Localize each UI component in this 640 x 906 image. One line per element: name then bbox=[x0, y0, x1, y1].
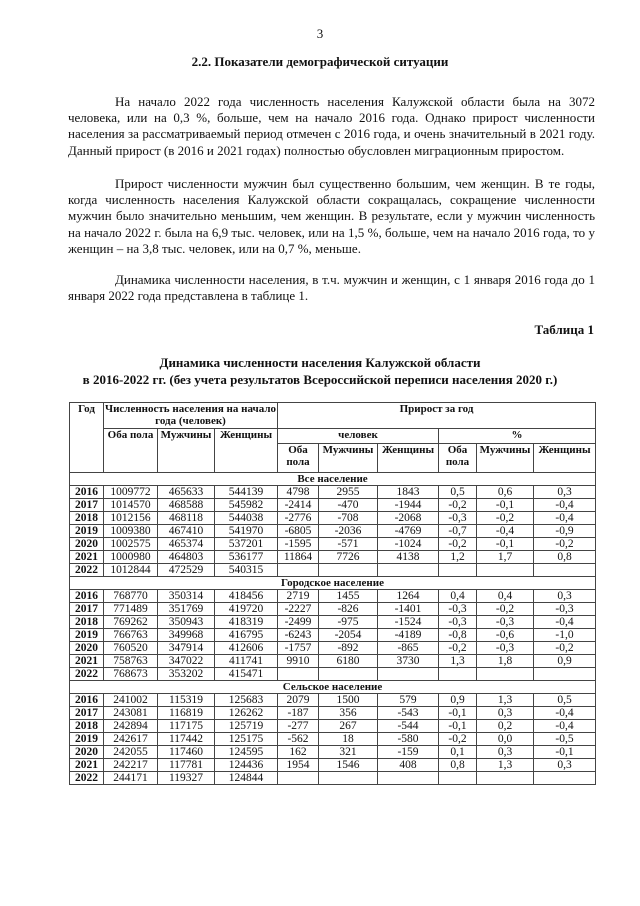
cell-both: 1002575 bbox=[104, 538, 158, 551]
cell-p-women: 0,3 bbox=[534, 486, 596, 499]
cell-p-women: 0,3 bbox=[534, 759, 596, 772]
cell-p-women: -0,2 bbox=[534, 642, 596, 655]
cell-g-both: 11864 bbox=[278, 551, 319, 564]
cell-year: 2020 bbox=[70, 746, 104, 759]
cell-g-men bbox=[319, 668, 378, 681]
cell-g-men: 321 bbox=[319, 746, 378, 759]
table-row bbox=[70, 551, 596, 564]
table-title-line-1: Динамика численности населения Калужской области bbox=[159, 355, 481, 370]
table-row bbox=[70, 616, 596, 629]
cell-p-both: -0,3 bbox=[439, 616, 477, 629]
cell-g-men: 1546 bbox=[319, 759, 378, 772]
cell-p-women: -1,0 bbox=[534, 629, 596, 642]
cell-p-women: 0,8 bbox=[534, 551, 596, 564]
table-row bbox=[70, 668, 596, 681]
cell-p-women: -0,4 bbox=[534, 616, 596, 629]
cell-p-men: -0,3 bbox=[477, 642, 534, 655]
cell-both: 760520 bbox=[104, 642, 158, 655]
cell-men: 115319 bbox=[158, 694, 215, 707]
cell-g-both: 1954 bbox=[278, 759, 319, 772]
cell-men: 350943 bbox=[158, 616, 215, 629]
cell-g-men: 1500 bbox=[319, 694, 378, 707]
cell-year: 2020 bbox=[70, 642, 104, 655]
cell-women: 124595 bbox=[215, 746, 278, 759]
cell-men: 347022 bbox=[158, 655, 215, 668]
table-row bbox=[70, 733, 596, 746]
cell-p-women: -0,5 bbox=[534, 733, 596, 746]
cell-men: 464803 bbox=[158, 551, 215, 564]
cell-p-men: -0,4 bbox=[477, 525, 534, 538]
cell-g-both: 9910 bbox=[278, 655, 319, 668]
cell-men: 353202 bbox=[158, 668, 215, 681]
cell-both: 241002 bbox=[104, 694, 158, 707]
cell-g-women: -1024 bbox=[378, 538, 439, 551]
table-row bbox=[70, 655, 596, 668]
cell-both: 1014570 bbox=[104, 499, 158, 512]
cell-p-men: 1,8 bbox=[477, 655, 534, 668]
cell-g-both: -6805 bbox=[278, 525, 319, 538]
cell-women: 536177 bbox=[215, 551, 278, 564]
cell-both: 243081 bbox=[104, 707, 158, 720]
header-pct-both: Оба пола bbox=[439, 444, 477, 473]
cell-p-men bbox=[477, 772, 534, 785]
cell-p-both bbox=[439, 668, 477, 681]
cell-men: 117442 bbox=[158, 733, 215, 746]
cell-g-men: -2036 bbox=[319, 525, 378, 538]
cell-both: 1012844 bbox=[104, 564, 158, 577]
cell-p-both: -0,1 bbox=[439, 720, 477, 733]
header-year: Год bbox=[70, 403, 104, 473]
cell-g-women: -580 bbox=[378, 733, 439, 746]
cell-g-both: -1757 bbox=[278, 642, 319, 655]
cell-men: 349968 bbox=[158, 629, 215, 642]
section-row bbox=[70, 473, 596, 486]
cell-men: 350314 bbox=[158, 590, 215, 603]
cell-g-women bbox=[378, 564, 439, 577]
cell-g-men: 7726 bbox=[319, 551, 378, 564]
cell-p-men: 1,3 bbox=[477, 759, 534, 772]
cell-men: 117175 bbox=[158, 720, 215, 733]
cell-p-both: -0,2 bbox=[439, 733, 477, 746]
table-row bbox=[70, 564, 596, 577]
cell-year: 2022 bbox=[70, 668, 104, 681]
header-growth-both: Оба пола bbox=[278, 444, 319, 473]
cell-g-women: -1524 bbox=[378, 616, 439, 629]
cell-g-men: -892 bbox=[319, 642, 378, 655]
cell-both: 1000980 bbox=[104, 551, 158, 564]
cell-g-men: 2955 bbox=[319, 486, 378, 499]
cell-women: 125719 bbox=[215, 720, 278, 733]
cell-g-women: -4189 bbox=[378, 629, 439, 642]
cell-p-both: -0,7 bbox=[439, 525, 477, 538]
cell-p-both: -0,2 bbox=[439, 538, 477, 551]
cell-p-both: 0,5 bbox=[439, 486, 477, 499]
cell-year: 2018 bbox=[70, 616, 104, 629]
table-label: Таблица 1 bbox=[534, 322, 594, 337]
section-title: Городское население bbox=[70, 577, 596, 590]
cell-women: 125683 bbox=[215, 694, 278, 707]
cell-p-men: -0,3 bbox=[477, 616, 534, 629]
cell-p-women: -0,2 bbox=[534, 538, 596, 551]
cell-p-both: 1,3 bbox=[439, 655, 477, 668]
paragraph-1: На начало 2022 года численность населения Калужской области была на 3072 человека, или на 0,3 %, больше, чем на начало 2016 года. Однако прирост численности населения за рассматриваемый период отмечен с 2016 года, и очень значительный в 2021 году. Данный прирост (в 2016 и 2021 годах) полностью обусловлен миграционным приростом. bbox=[68, 94, 595, 158]
cell-p-women: -0,4 bbox=[534, 499, 596, 512]
header-persons: человек bbox=[278, 429, 439, 444]
table-row bbox=[70, 642, 596, 655]
cell-g-men: -470 bbox=[319, 499, 378, 512]
cell-p-men: 0,3 bbox=[477, 746, 534, 759]
cell-g-both: -2227 bbox=[278, 603, 319, 616]
page-number: 3 bbox=[316, 26, 324, 41]
cell-p-both bbox=[439, 564, 477, 577]
cell-p-men: 0,6 bbox=[477, 486, 534, 499]
cell-p-women: -0,9 bbox=[534, 525, 596, 538]
cell-both: 1009380 bbox=[104, 525, 158, 538]
cell-p-women: 0,9 bbox=[534, 655, 596, 668]
cell-women: 124436 bbox=[215, 759, 278, 772]
header-percent: % bbox=[439, 429, 596, 444]
header-women: Женщины bbox=[215, 429, 278, 473]
cell-p-women: -0,4 bbox=[534, 707, 596, 720]
cell-g-men: 356 bbox=[319, 707, 378, 720]
cell-p-men: 0,0 bbox=[477, 733, 534, 746]
cell-g-women: -159 bbox=[378, 746, 439, 759]
cell-p-women: -0,4 bbox=[534, 720, 596, 733]
cell-g-women: -865 bbox=[378, 642, 439, 655]
table-row bbox=[70, 720, 596, 733]
cell-g-women: 4138 bbox=[378, 551, 439, 564]
header-pct-women: Женщины bbox=[534, 444, 596, 473]
cell-women: 411741 bbox=[215, 655, 278, 668]
cell-women: 418319 bbox=[215, 616, 278, 629]
cell-g-men: -708 bbox=[319, 512, 378, 525]
cell-both: 768770 bbox=[104, 590, 158, 603]
cell-men: 347914 bbox=[158, 642, 215, 655]
cell-p-both: -0,3 bbox=[439, 603, 477, 616]
cell-men: 468588 bbox=[158, 499, 215, 512]
table-row bbox=[70, 629, 596, 642]
cell-p-men: -0,1 bbox=[477, 538, 534, 551]
cell-g-women: 1843 bbox=[378, 486, 439, 499]
cell-men: 119327 bbox=[158, 772, 215, 785]
cell-g-both: -1595 bbox=[278, 538, 319, 551]
cell-g-both: -6243 bbox=[278, 629, 319, 642]
cell-g-both: -2776 bbox=[278, 512, 319, 525]
cell-g-both bbox=[278, 772, 319, 785]
header-pct-men: Мужчины bbox=[477, 444, 534, 473]
cell-g-both: 2079 bbox=[278, 694, 319, 707]
cell-g-both: 4798 bbox=[278, 486, 319, 499]
cell-both: 242217 bbox=[104, 759, 158, 772]
cell-p-women bbox=[534, 564, 596, 577]
cell-women: 419720 bbox=[215, 603, 278, 616]
cell-p-both: 1,2 bbox=[439, 551, 477, 564]
cell-both: 244171 bbox=[104, 772, 158, 785]
cell-p-both: 0,4 bbox=[439, 590, 477, 603]
cell-p-women bbox=[534, 668, 596, 681]
cell-p-men: -0,1 bbox=[477, 499, 534, 512]
cell-both: 242055 bbox=[104, 746, 158, 759]
cell-p-both: -0,2 bbox=[439, 642, 477, 655]
cell-year: 2017 bbox=[70, 603, 104, 616]
cell-g-men: 18 bbox=[319, 733, 378, 746]
cell-year: 2016 bbox=[70, 486, 104, 499]
cell-p-both: 0,1 bbox=[439, 746, 477, 759]
section-title: Сельское население bbox=[70, 681, 596, 694]
cell-year: 2018 bbox=[70, 720, 104, 733]
cell-p-men: 0,4 bbox=[477, 590, 534, 603]
cell-g-men bbox=[319, 564, 378, 577]
cell-p-women: -0,4 bbox=[534, 512, 596, 525]
table-row bbox=[70, 694, 596, 707]
header-growth-women: Женщины bbox=[378, 444, 439, 473]
cell-g-women: 408 bbox=[378, 759, 439, 772]
cell-p-both bbox=[439, 772, 477, 785]
cell-women: 412606 bbox=[215, 642, 278, 655]
cell-p-both: -0,2 bbox=[439, 499, 477, 512]
table-title bbox=[0, 354, 640, 388]
header-growth-group: Прирост за год bbox=[278, 403, 596, 429]
cell-women: 415471 bbox=[215, 668, 278, 681]
table-row bbox=[70, 590, 596, 603]
cell-year: 2016 bbox=[70, 694, 104, 707]
table-row bbox=[70, 603, 596, 616]
cell-g-both: -277 bbox=[278, 720, 319, 733]
cell-women: 124844 bbox=[215, 772, 278, 785]
cell-women: 418456 bbox=[215, 590, 278, 603]
table-row bbox=[70, 499, 596, 512]
cell-p-both: 0,9 bbox=[439, 694, 477, 707]
cell-p-men: 1,3 bbox=[477, 694, 534, 707]
cell-g-men: -571 bbox=[319, 538, 378, 551]
cell-both: 769262 bbox=[104, 616, 158, 629]
cell-p-men: 0,3 bbox=[477, 707, 534, 720]
cell-p-men: -0,2 bbox=[477, 512, 534, 525]
cell-g-men: 267 bbox=[319, 720, 378, 733]
cell-g-both bbox=[278, 668, 319, 681]
cell-year: 2022 bbox=[70, 772, 104, 785]
table-row bbox=[70, 525, 596, 538]
cell-p-women: -0,1 bbox=[534, 746, 596, 759]
table-row bbox=[70, 707, 596, 720]
header-population-group: Численность населения на начало года (человек) bbox=[105, 403, 276, 427]
cell-g-women: -543 bbox=[378, 707, 439, 720]
cell-p-both: -0,8 bbox=[439, 629, 477, 642]
cell-women: 125175 bbox=[215, 733, 278, 746]
cell-g-women: -1944 bbox=[378, 499, 439, 512]
cell-g-both: 2719 bbox=[278, 590, 319, 603]
cell-g-women: -1401 bbox=[378, 603, 439, 616]
cell-g-men: 1455 bbox=[319, 590, 378, 603]
cell-g-men: 6180 bbox=[319, 655, 378, 668]
cell-year: 2021 bbox=[70, 655, 104, 668]
cell-p-women bbox=[534, 772, 596, 785]
cell-p-men: 1,7 bbox=[477, 551, 534, 564]
cell-men: 465374 bbox=[158, 538, 215, 551]
cell-both: 758763 bbox=[104, 655, 158, 668]
cell-women: 544139 bbox=[215, 486, 278, 499]
section-row bbox=[70, 577, 596, 590]
cell-year: 2019 bbox=[70, 629, 104, 642]
cell-g-women: -2068 bbox=[378, 512, 439, 525]
cell-g-women: -4769 bbox=[378, 525, 439, 538]
population-table bbox=[69, 402, 596, 785]
cell-p-women: 0,5 bbox=[534, 694, 596, 707]
cell-g-women: 579 bbox=[378, 694, 439, 707]
header-men: Мужчины bbox=[158, 429, 215, 473]
cell-p-both: -0,1 bbox=[439, 707, 477, 720]
cell-men: 351769 bbox=[158, 603, 215, 616]
cell-year: 2019 bbox=[70, 733, 104, 746]
table-row bbox=[70, 512, 596, 525]
cell-g-women bbox=[378, 772, 439, 785]
table-row bbox=[70, 759, 596, 772]
cell-men: 117781 bbox=[158, 759, 215, 772]
cell-year: 2021 bbox=[70, 759, 104, 772]
cell-both: 766763 bbox=[104, 629, 158, 642]
cell-year: 2016 bbox=[70, 590, 104, 603]
cell-p-women: -0,3 bbox=[534, 603, 596, 616]
cell-p-both: -0,3 bbox=[439, 512, 477, 525]
cell-g-women: 1264 bbox=[378, 590, 439, 603]
cell-g-women bbox=[378, 668, 439, 681]
cell-p-men bbox=[477, 668, 534, 681]
cell-year: 2017 bbox=[70, 499, 104, 512]
cell-year: 2018 bbox=[70, 512, 104, 525]
cell-p-women: 0,3 bbox=[534, 590, 596, 603]
cell-men: 468118 bbox=[158, 512, 215, 525]
cell-both: 242894 bbox=[104, 720, 158, 733]
section-row bbox=[70, 681, 596, 694]
cell-women: 126262 bbox=[215, 707, 278, 720]
cell-g-both: -2499 bbox=[278, 616, 319, 629]
cell-year: 2021 bbox=[70, 551, 104, 564]
cell-both: 771489 bbox=[104, 603, 158, 616]
cell-women: 540315 bbox=[215, 564, 278, 577]
cell-both: 242617 bbox=[104, 733, 158, 746]
cell-p-men: 0,2 bbox=[477, 720, 534, 733]
cell-g-both: 162 bbox=[278, 746, 319, 759]
cell-both: 768673 bbox=[104, 668, 158, 681]
cell-men: 465633 bbox=[158, 486, 215, 499]
cell-p-men: -0,2 bbox=[477, 603, 534, 616]
cell-g-both bbox=[278, 564, 319, 577]
cell-men: 116819 bbox=[158, 707, 215, 720]
cell-women: 545982 bbox=[215, 499, 278, 512]
section-heading: 2.2. Показатели демографической ситуации bbox=[191, 54, 449, 69]
table-row bbox=[70, 538, 596, 551]
header-both: Оба пола bbox=[104, 429, 158, 473]
cell-women: 537201 bbox=[215, 538, 278, 551]
table-row bbox=[70, 486, 596, 499]
table-row bbox=[70, 772, 596, 785]
table-title-line-2: в 2016-2022 гг. (без учета результатов Всероссийской переписи населения 2020 г.) bbox=[82, 372, 558, 387]
cell-p-men bbox=[477, 564, 534, 577]
section-title: Все население bbox=[70, 473, 596, 486]
cell-women: 544038 bbox=[215, 512, 278, 525]
cell-g-men bbox=[319, 772, 378, 785]
cell-p-men: -0,6 bbox=[477, 629, 534, 642]
cell-g-men: -2054 bbox=[319, 629, 378, 642]
cell-p-both: 0,8 bbox=[439, 759, 477, 772]
cell-men: 467410 bbox=[158, 525, 215, 538]
cell-g-both: -562 bbox=[278, 733, 319, 746]
cell-both: 1009772 bbox=[104, 486, 158, 499]
cell-g-both: -2414 bbox=[278, 499, 319, 512]
cell-g-both: -187 bbox=[278, 707, 319, 720]
cell-women: 416795 bbox=[215, 629, 278, 642]
paragraph-3: Динамика численности населения, в т.ч. мужчин и женщин, с 1 января 2016 года до 1 января 2022 года представлена в таблице 1. bbox=[68, 272, 595, 304]
cell-year: 2020 bbox=[70, 538, 104, 551]
cell-year: 2017 bbox=[70, 707, 104, 720]
cell-year: 2022 bbox=[70, 564, 104, 577]
header-growth-men: Мужчины bbox=[319, 444, 378, 473]
cell-both: 1012156 bbox=[104, 512, 158, 525]
cell-women: 541970 bbox=[215, 525, 278, 538]
cell-men: 117460 bbox=[158, 746, 215, 759]
cell-men: 472529 bbox=[158, 564, 215, 577]
paragraph-2: Прирост численности мужчин был существенно большим, чем женщин. В те годы, когда численность населения Калужской области сокращалась, сокращение численности мужчин было значительно меньшим, чем женщин. В результате, если у мужчин численность на начало 2022 г. была на 6,9 тыс. человек, или на 1,5 %, больше, чем на начало 2016 года, то у женщин – на 3,8 тыс. человек, или на 0,7 %, меньше. bbox=[68, 176, 595, 256]
cell-g-women: 3730 bbox=[378, 655, 439, 668]
cell-g-women: -544 bbox=[378, 720, 439, 733]
cell-year: 2019 bbox=[70, 525, 104, 538]
table-row bbox=[70, 746, 596, 759]
cell-g-men: -826 bbox=[319, 603, 378, 616]
cell-g-men: -975 bbox=[319, 616, 378, 629]
